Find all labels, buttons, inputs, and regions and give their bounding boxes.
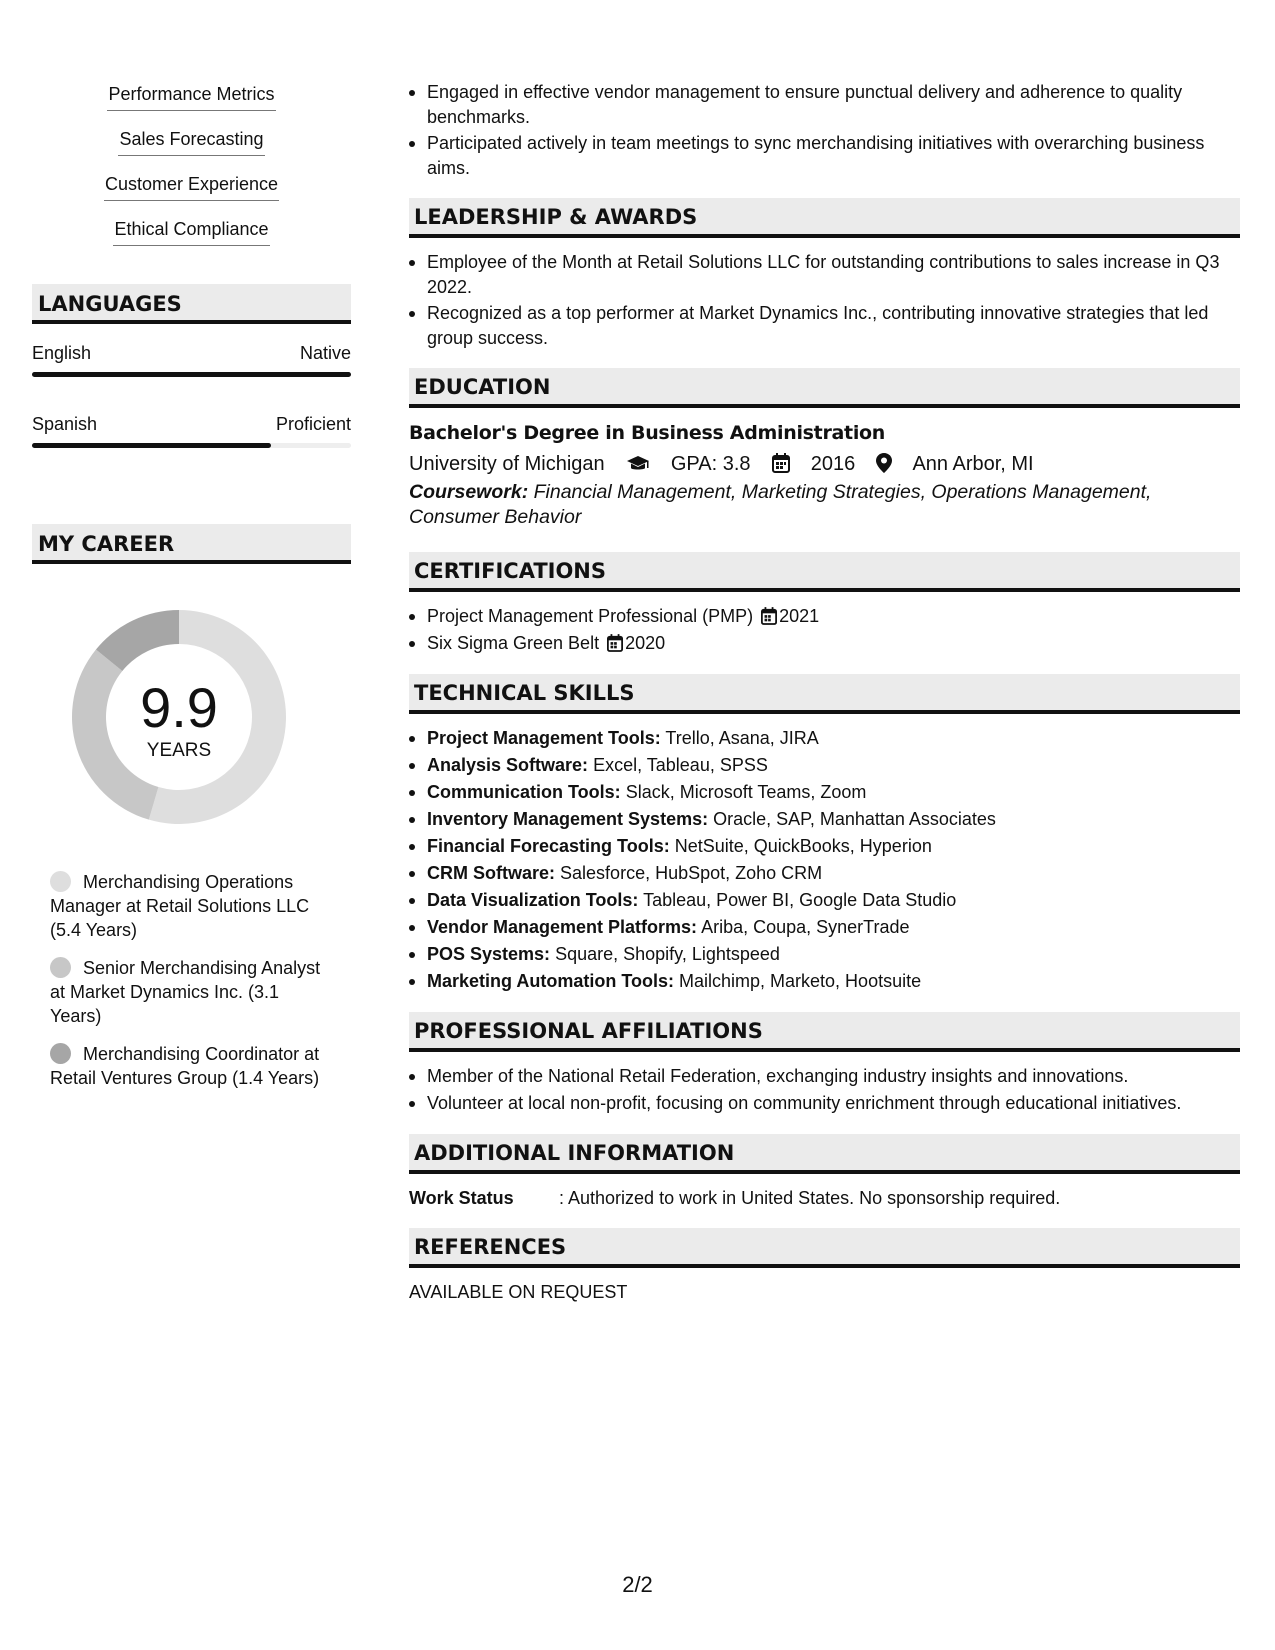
language-bar-fill: [32, 443, 271, 448]
education-coursework: [409, 480, 1240, 530]
certification-name: Six Sigma Green Belt: [427, 633, 600, 653]
technical-skill-value: Salesforce, HubSpot, Zoho CRM: [560, 863, 823, 883]
career-item-text: Senior Merchandising Analyst at Market Dynamics Inc. (3.1 Years): [50, 958, 321, 1026]
technical-skill-label: Project Management Tools:: [427, 728, 661, 748]
technical-skill-value: Ariba, Coupa, SynerTrade: [701, 917, 910, 937]
education-title: EDUCATION: [414, 375, 551, 399]
skill-item: [32, 82, 351, 113]
language-level: Native: [299, 343, 351, 363]
certification-item: [409, 631, 1240, 656]
technical-skill-item: [409, 753, 1240, 778]
technical-skill-item: [409, 915, 1240, 940]
coursework-label: Coursework:: [409, 481, 529, 503]
career-item: [50, 956, 335, 1028]
technical-skill-label: Analysis Software:: [427, 755, 589, 775]
references-text: AVAILABLE ON REQUEST: [409, 1282, 628, 1302]
skill-item: [32, 172, 351, 203]
affiliations-list: [409, 1064, 1240, 1116]
technical-skill-value: Trello, Asana, JIRA: [665, 728, 819, 748]
leadership-title: LEADERSHIP & AWARDS: [414, 205, 698, 229]
skill-list: [32, 82, 351, 248]
career-total-value: 9.9: [140, 676, 218, 739]
language-bar: [32, 443, 351, 448]
additional-info-title: ADDITIONAL INFORMATION: [414, 1141, 735, 1165]
technical-skills-header: [409, 674, 1240, 714]
education-location: Ann Arbor, MI: [912, 453, 1034, 475]
leadership-item: Recognized as a top performer at Market Dynamics Inc., contributing innovative strategies that led group success.: [409, 301, 1240, 350]
education-year: 2016: [810, 453, 856, 475]
language-bar-fill: [32, 372, 351, 377]
certification-name: Project Management Professional (PMP): [427, 606, 754, 626]
technical-skills-list: [409, 726, 1240, 994]
languages-list: [32, 338, 351, 448]
education-meta: [409, 448, 1240, 480]
location-pin-icon: [876, 453, 892, 473]
technical-skill-item: [409, 942, 1240, 967]
technical-skill-label: Inventory Management Systems:: [427, 809, 709, 829]
career-dot-icon: [50, 957, 71, 978]
skill-item: [32, 217, 351, 248]
certifications-list: [409, 604, 1240, 656]
experience-bullet: Participated actively in team meetings to sync merchandising initiatives with overarching business aims.: [409, 131, 1240, 180]
career-total-unit: YEARS: [146, 740, 212, 761]
career-item-text: Merchandising Coordinator at Retail Ventures Group (1.4 Years): [50, 1044, 320, 1088]
affiliation-item: Volunteer at local non-profit, focusing on community enrichment through educational initiatives.: [409, 1091, 1240, 1116]
career-item-text: Merchandising Operations Manager at Retail Solutions LLC (5.4 Years): [50, 872, 310, 940]
languages-header: [32, 284, 351, 324]
skill-text: Customer Experience: [104, 172, 279, 201]
career-donut: [66, 604, 292, 830]
technical-skill-value: NetSuite, QuickBooks, Hyperion: [674, 836, 932, 856]
experience-bullet: Engaged in effective vendor management to ensure punctual delivery and adherence to quality benchmarks.: [409, 80, 1240, 129]
career-item: [50, 870, 335, 942]
technical-skill-label: Data Visualization Tools:: [427, 890, 639, 910]
affiliation-item: Member of the National Retail Federation, exchanging industry insights and innovations.: [409, 1064, 1240, 1089]
career-title: MY CAREER: [38, 532, 175, 556]
technical-skill-value: Excel, Tableau, SPSS: [593, 755, 768, 775]
education-header: [409, 368, 1240, 408]
certifications-title: CERTIFICATIONS: [414, 559, 607, 583]
technical-skill-value: Tableau, Power BI, Google Data Studio: [643, 890, 957, 910]
leadership-header: [409, 198, 1240, 238]
technical-skill-item: [409, 969, 1240, 994]
education-entry: [409, 420, 1240, 530]
certification-item: [409, 604, 1240, 629]
technical-skill-value: Mailchimp, Marketo, Hootsuite: [679, 971, 922, 991]
technical-skill-label: Vendor Management Platforms:: [427, 917, 698, 937]
technical-skill-label: Marketing Automation Tools:: [427, 971, 674, 991]
technical-skill-item: [409, 888, 1240, 913]
language-name: English: [32, 343, 92, 363]
additional-info-header: [409, 1134, 1240, 1174]
work-status-value: : Authorized to work in United States. No sponsorship required.: [559, 1188, 1061, 1208]
technical-skill-label: POS Systems:: [427, 944, 551, 964]
skill-text: Sales Forecasting: [118, 127, 264, 156]
language-bar: [32, 372, 351, 377]
technical-skill-item: [409, 807, 1240, 832]
career-dot-icon: [50, 1043, 71, 1064]
coursework-text: Financial Management, Marketing Strategies, Operations Management, Consumer Behavior: [409, 481, 1152, 528]
left-column: [32, 82, 351, 1104]
leadership-item: Employee of the Month at Retail Solutions LLC for outstanding contributions to sales increase in Q3 2022.: [409, 250, 1240, 299]
references-title: REFERENCES: [414, 1235, 567, 1259]
certifications-header: [409, 552, 1240, 592]
language-row: [32, 409, 351, 443]
graduation-cap-icon: [626, 455, 650, 473]
technical-skill-item: [409, 861, 1240, 886]
career-dot-icon: [50, 871, 71, 892]
technical-skill-label: Communication Tools:: [427, 782, 621, 802]
certification-year: 2020: [625, 633, 666, 653]
calendar-icon: [761, 607, 777, 625]
work-status-label: Work Status: [409, 1188, 514, 1208]
technical-skills-title: TECHNICAL SKILLS: [414, 681, 635, 705]
calendar-icon: [772, 453, 790, 473]
right-column: [409, 80, 1240, 1304]
education-gpa: GPA: 3.8: [670, 453, 751, 475]
certification-year: 2021: [779, 606, 820, 626]
references-header: [409, 1228, 1240, 1268]
page-number: 2/2: [622, 1572, 653, 1597]
technical-skill-value: Oracle, SAP, Manhattan Associates: [713, 809, 996, 829]
education-school: University of Michigan: [409, 453, 605, 475]
technical-skill-value: Slack, Microsoft Teams, Zoom: [625, 782, 867, 802]
language-row: [32, 338, 351, 372]
technical-skill-item: [409, 726, 1240, 751]
skill-text: Ethical Compliance: [113, 217, 269, 246]
affiliations-title: PROFESSIONAL AFFILIATIONS: [414, 1019, 763, 1043]
education-degree: Bachelor's Degree in Business Administration: [409, 422, 886, 444]
languages-title: LANGUAGES: [38, 292, 182, 316]
calendar-icon: [607, 634, 623, 652]
technical-skill-value: Square, Shopify, Lightspeed: [555, 944, 780, 964]
skill-item: [32, 127, 351, 158]
leadership-list: [409, 250, 1240, 350]
language-name: Spanish: [32, 414, 98, 434]
technical-skill-item: [409, 780, 1240, 805]
career-list: [32, 870, 351, 1090]
language-level: Proficient: [275, 414, 351, 434]
career-header: [32, 524, 351, 564]
skill-text: Performance Metrics: [107, 82, 275, 111]
affiliations-header: [409, 1012, 1240, 1052]
technical-skill-label: Financial Forecasting Tools:: [427, 836, 670, 856]
career-item: [50, 1042, 335, 1090]
work-status-row: [409, 1186, 1240, 1210]
technical-skill-label: CRM Software:: [427, 863, 556, 883]
technical-skill-item: [409, 834, 1240, 859]
experience-bullets: [409, 80, 1240, 180]
